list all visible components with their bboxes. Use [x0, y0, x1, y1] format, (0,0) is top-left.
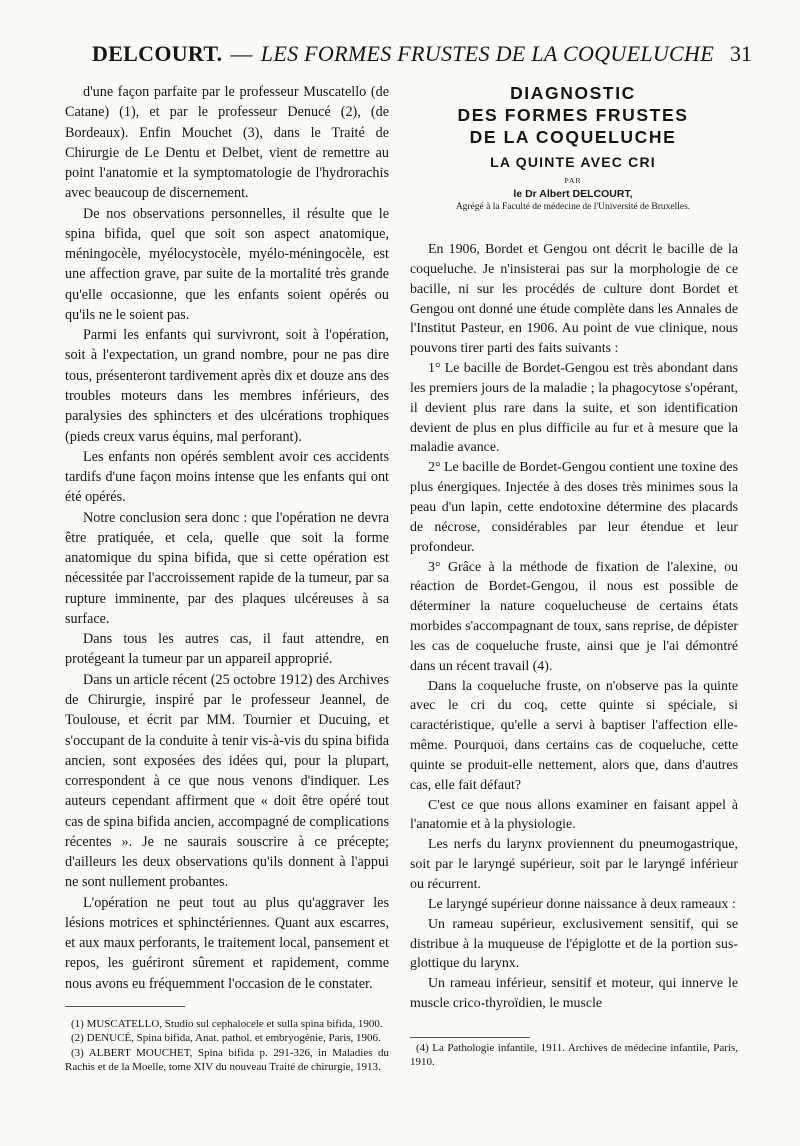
left-paragraph: Dans un article récent (25 octobre 1912) des Archives de Chirurgie, inspiré par le professeur Jeannel, de Toulouse, et écrit par MM. Tournier et Ducuing, et s'occupant de la conduite à tenir vis-à-vis du spina bifida ancien, sont exposées des idées qui, pour la plupart, correspondent à ce que nous venons d'indiquer. Les auteurs cependant affirment que « doit être opéré tout cas de spina bifida ancien, accompagné de complications récentes ». Je ne saurais souscrire à ce précepte; d'ailleurs les deux observations qu'ils donnent à l'appui ne sont nullement probantes.	[65, 671, 389, 891]
footnote: (3) ALBERT MOUCHET, Spina bifida p. 291-326, in Maladies du Rachis et de la Moelle, tome XIV du nouveau Traité de chirurgie, 1913.	[65, 1046, 389, 1074]
left-paragraph: L'opération ne peut tout au plus qu'aggraver les lésions motrices et sphinctériennes. Quant aux escarres, et aux maux perforants, le traitement local, pansement et repos, les guériront sûrement et rapidement, comme nous avons eu fréquemment l'occasion de le constater.	[65, 894, 389, 992]
footnote-rule-right	[410, 1037, 530, 1038]
left-column	[65, 82, 389, 994]
right-paragraph: Les nerfs du larynx proviennent du pneumogastrique, soit par le laryngé supérieur, soit par le laryngé inférieur ou récurrent.	[410, 837, 738, 892]
header-author: DELCOURT.	[92, 41, 223, 66]
article-par: PAR	[564, 176, 582, 185]
left-paragraph: Dans tous les autres cas, il faut attendre, en protégeant la tumeur par un appareil approprié.	[65, 631, 389, 668]
left-paragraph: De nos observations personnelles, il résulte que le spina bifida, quel que soit son aspect anatomique, méningocèle, myélocystocèle, myélo-méningocèle, est une affection grave, par suite de la mortalité très grande qu'elle occasionne, que les enfants soient opérés ou qu'ils ne le soient pas.	[65, 205, 389, 323]
left-footnotes	[65, 1017, 389, 1075]
right-paragraph: Dans la coqueluche fruste, on n'observe pas la quinte avec le cri du coq, cette quinte si spéciale, si caractéristique, qu'elle a servi à baptiser l'affection elle-même. Pourquoi, dans certains cas de coqueluche, cette quinte se produit-elle nettement, alors que, dans d'autres cas, elle fait défaut?	[410, 678, 738, 793]
right-column	[410, 240, 738, 1014]
left-paragraph: Notre conclusion sera donc : que l'opération ne devra être pratiquée, et cela, quelle que soit la forme anatomique du spina bifida, que si cette opération est nécessitée par l'accroissement rapide de la tumeur, par sa rupture imminente, par des plaques ulcéreuses à sa surface.	[65, 509, 389, 627]
right-paragraph: 1° Le bacille de Bordet-Gengou est très abondant dans les premiers jours de la maladie ; la phagocytose s'opérant, il devient plus rare dans la suite, et son identification devient de plus en plus difficile au fur et à mesure que la maladie avance.	[410, 361, 738, 456]
footnote-rule-left	[65, 1006, 185, 1007]
right-paragraph: C'est ce que nous allons examiner en faisant appel à l'anatomie et à la physiologie.	[410, 797, 738, 833]
right-paragraph: En 1906, Bordet et Gengou ont décrit le bacille de la coqueluche. Je n'insisterai pas sur la morphologie de ce bacille, ni sur les procédés de culture dont Bordet et Gengou ont donné une étude complète dans les Annales de l'Institut Pasteur, en 1906. Au point de vue clinique, nous pouvons tirer parti des faits suivants :	[410, 242, 738, 357]
right-paragraph: Le laryngé supérieur donne naissance à deux rameaux :	[428, 896, 736, 912]
article-author: le Dr Albert DELCOURT,	[513, 188, 633, 200]
left-paragraph: d'une façon parfaite par le professeur Muscatello (de Catane) (1), et par le professeur Denucé (2), (de Bordeaux). Enfin Mouchet (3), dans le Traité de Chirurgie de Le Dentu et Delbet, vient de remettre au point l'anatomie et la symptomatologie de l'hydrorachis avec beaucoup de discernement.	[65, 84, 389, 202]
article-title-line-2: DES FORMES FRUSTES	[457, 105, 689, 125]
footnote: (2) DENUCÉ, Spina bifida, Anat. pathol. et embryogénie, Paris, 1906.	[71, 1032, 381, 1045]
left-paragraph: Parmi les enfants qui survivront, soit à l'opération, soit à l'expectation, un grand nombre, pour ne pas dire tous, présenteront tardivement après dix et douze ans des troubles moteurs dans les membres inférieurs, des paralysies des sphincters et des ulcérations trophiques (pieds creux varus équins, mal perforant).	[65, 327, 389, 445]
running-title	[92, 41, 714, 67]
article-title-line-1: DIAGNOSTIC	[510, 83, 636, 103]
article-title-line-3: DE LA COQUELUCHE	[469, 127, 677, 147]
footnote: (4) La Pathologie infantile, 1911. Archives de médecine infantile, Paris, 1910.	[410, 1042, 738, 1069]
page-number: 31	[730, 41, 752, 66]
right-footnotes	[410, 1041, 738, 1070]
header-title: LES FORMES FRUSTES DE LA COQUELUCHE	[260, 41, 714, 66]
article-subtitle: LA QUINTE AVEC CRI	[490, 154, 656, 170]
right-paragraph: 2° Le bacille de Bordet-Gengou contient une toxine des plus énergiques. Injectée à des doses très minimes sous la peau d'un lapin, cette endotoxine détermine des placards de nécrose, considérables par leur étendue et leur profondeur.	[410, 460, 738, 555]
article-affiliation: Agrégé à la Faculté de médecine de l'Université de Bruxelles.	[455, 202, 691, 212]
article-title-block	[414, 82, 732, 212]
right-paragraph: Un rameau inférieur, sensitif et moteur, qui innerve le muscle crico-thyroïdien, le muscle	[410, 976, 738, 1012]
right-paragraph: 3° Grâce à la méthode de fixation de l'alexine, ou réaction de Bordet-Gengou, il nous est possible de déterminer la nature coquelucheuse de certains états morbides s'accompagnant de toux, sans reprise, de dépister les cas de coqueluche fruste, ainsi que je l'ai démontré dans un récent travail (4).	[410, 559, 738, 674]
header-dash: —	[230, 41, 253, 66]
left-paragraph: Les enfants non opérés semblent avoir ces accidents tardifs d'une façon moins intense que les enfants qui ont été opérés.	[65, 448, 389, 506]
running-header	[92, 41, 752, 77]
right-paragraph: Un rameau supérieur, exclusivement sensitif, qui se distribue à la muqueuse de l'épiglotte et de la portion sus-glottique du larynx.	[410, 916, 738, 972]
footnote: (1) MUSCATELLO, Studio sul cephalocele et sulla spina bifida, 1900.	[71, 1018, 383, 1030]
